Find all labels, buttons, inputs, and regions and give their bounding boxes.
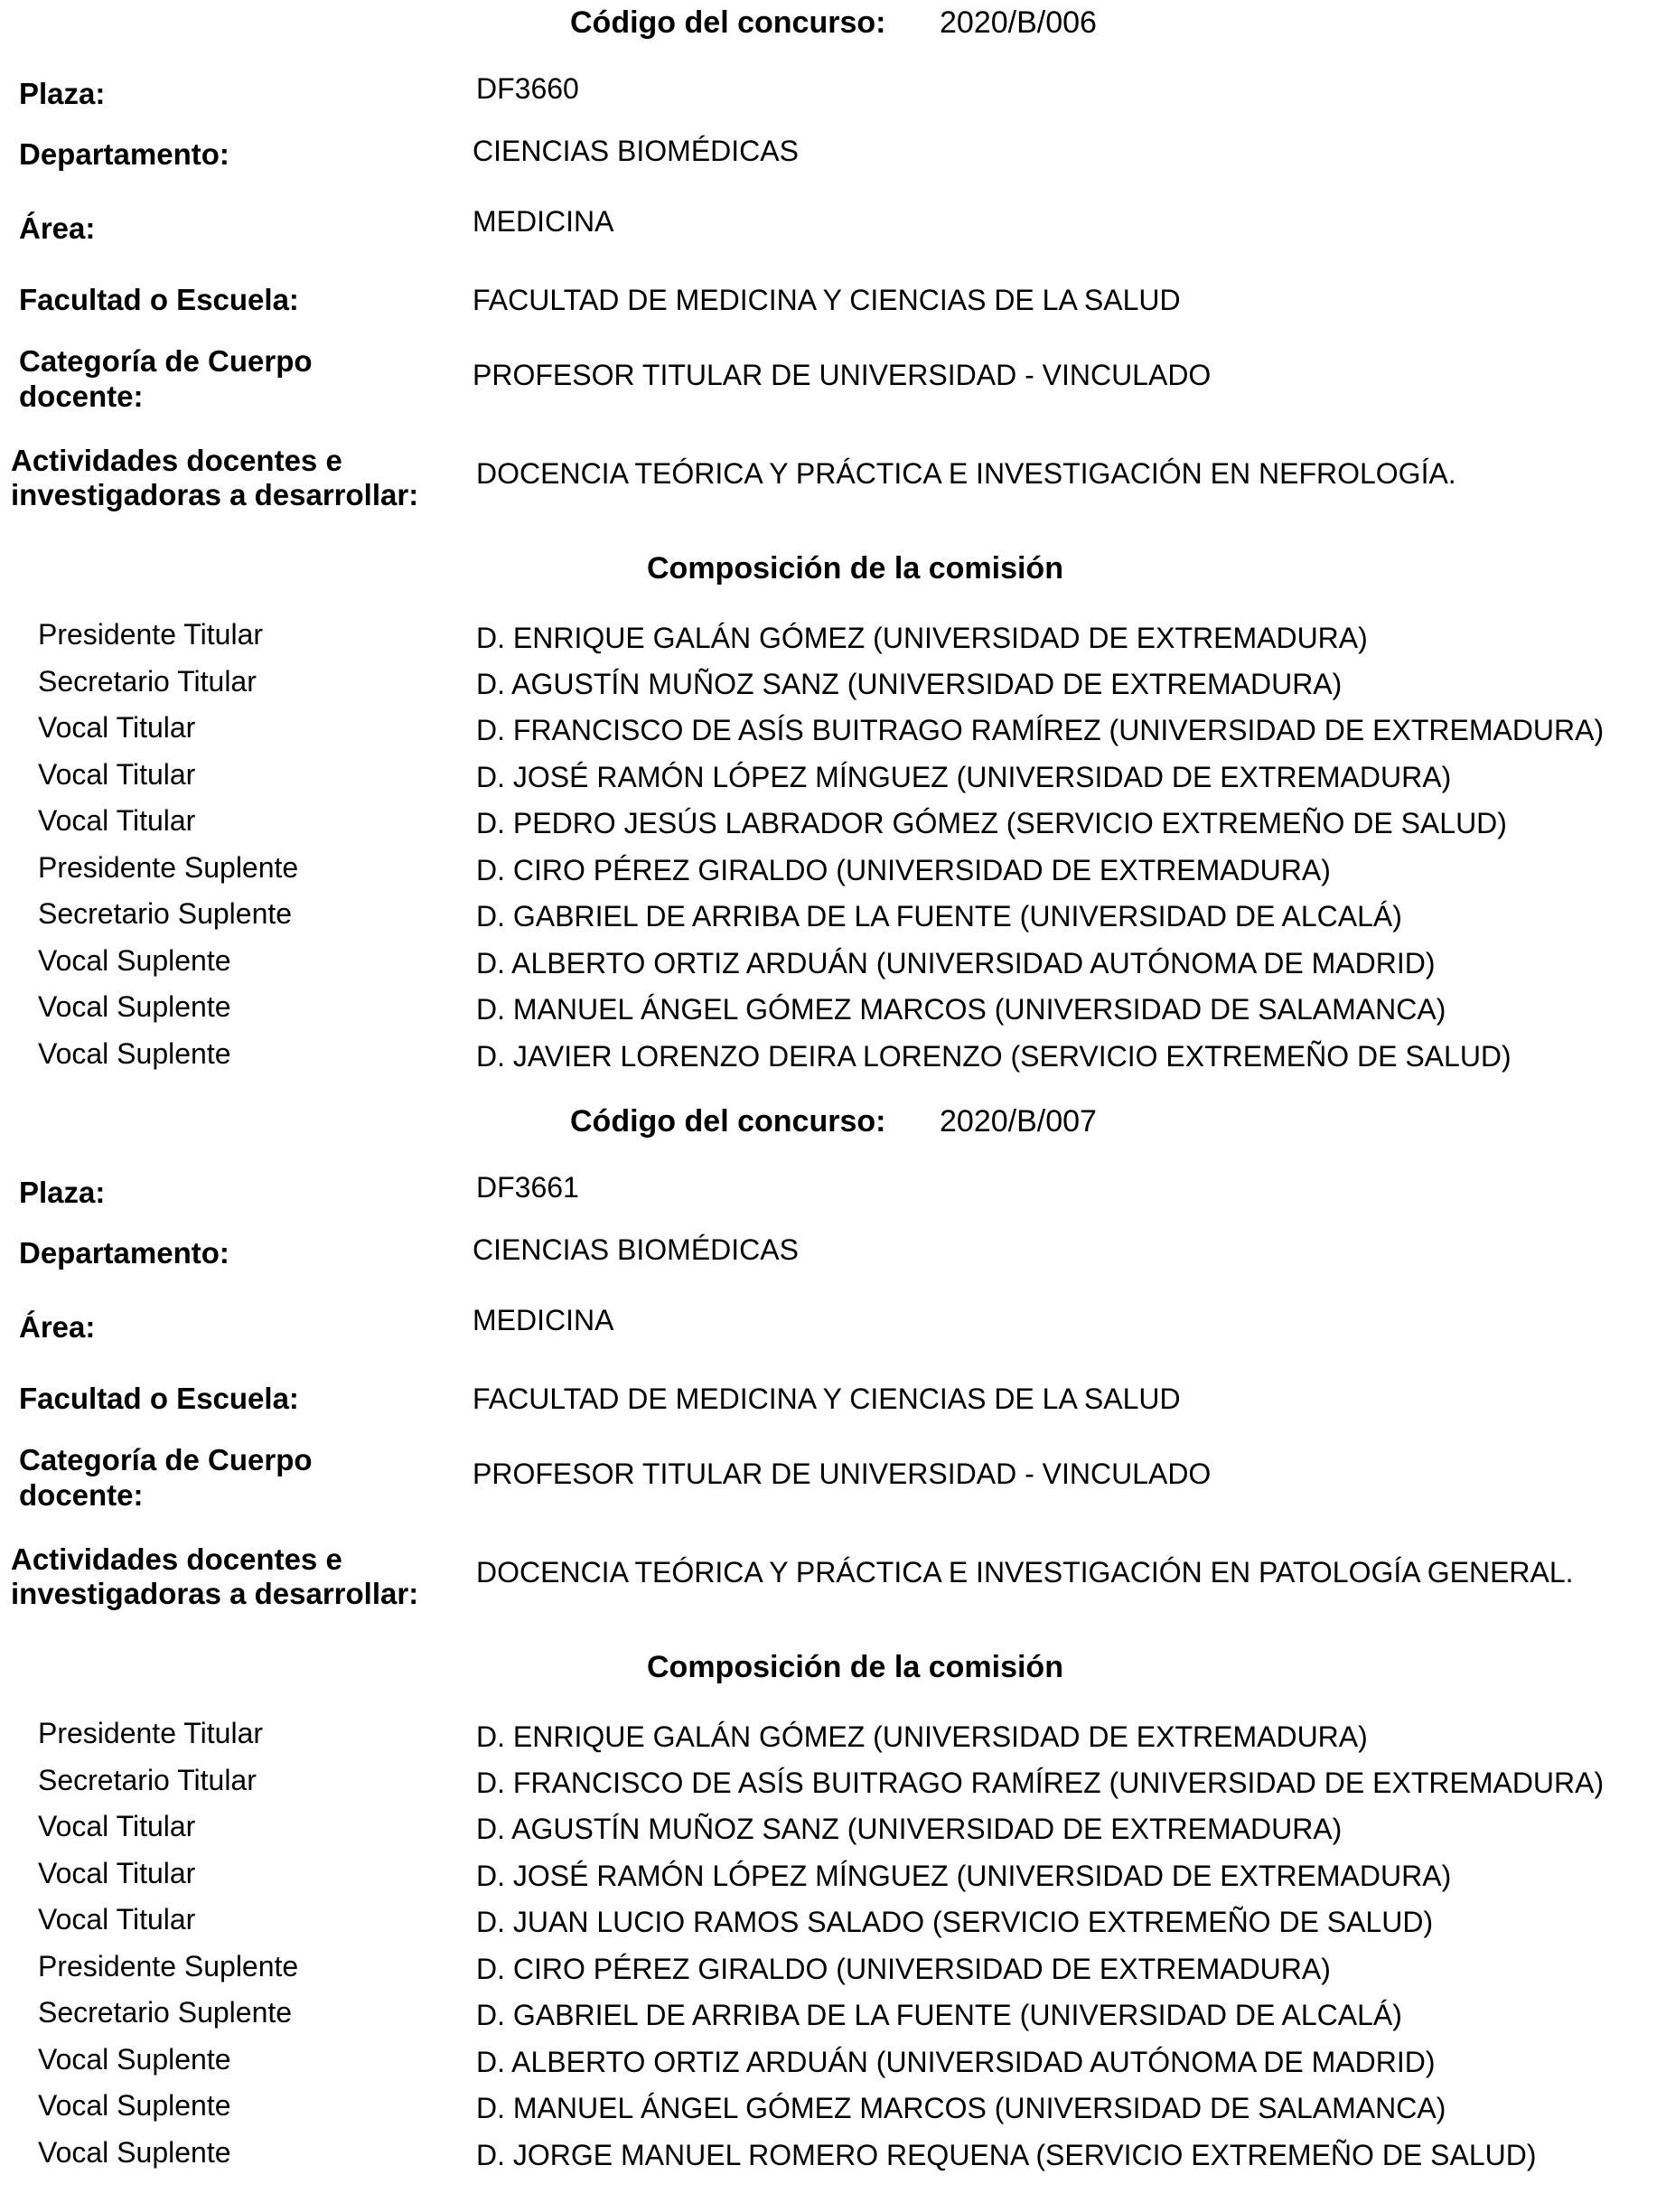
actividades-label-line1: Actividades docentes e [11, 444, 342, 477]
contest-code-label: Código del concurso: [570, 5, 886, 40]
member-role: Vocal Titular [38, 711, 196, 744]
member-name: D. JOSÉ RAMÓN LÓPEZ MÍNGUEZ (UNIVERSIDAD DE EXTREMADURA) [476, 1860, 1452, 1892]
member-name: D. CIRO PÉREZ GIRALDO (UNIVERSIDAD DE EXTREMADURA) [476, 854, 1331, 886]
area-label: Área: [19, 1310, 96, 1344]
departamento-value: CIENCIAS BIOMÉDICAS [473, 1233, 799, 1266]
member-name: D. GABRIEL DE ARRIBA DE LA FUENTE (UNIVERSIDAD DE ALCALÁ) [476, 900, 1402, 933]
member-name: D. JAVIER LORENZO DEIRA LORENZO (SERVICIO EXTREMEÑO DE SALUD) [476, 1040, 1512, 1073]
member-role: Vocal Suplente [38, 1037, 231, 1070]
contest-code-value: 2020/B/006 [940, 5, 1097, 40]
actividades-label-line1: Actividades docentes e [11, 1542, 342, 1576]
member-role: Presidente Titular [38, 618, 264, 651]
member-name: D. MANUEL ÁNGEL GÓMEZ MARCOS (UNIVERSIDAD DE SALAMANCA) [476, 993, 1446, 1026]
member-name: D. AGUSTÍN MUÑOZ SANZ (UNIVERSIDAD DE EXTREMADURA) [476, 1813, 1343, 1845]
plaza-label: Plaza: [19, 1176, 106, 1209]
member-role: Vocal Suplente [38, 2043, 231, 2076]
member-role: Vocal Titular [38, 758, 196, 791]
member-name: D. ENRIQUE GALÁN GÓMEZ (UNIVERSIDAD DE EXTREMADURA) [476, 1720, 1368, 1753]
member-role: Vocal Suplente [38, 2136, 231, 2169]
departamento-label: Departamento: [19, 1236, 229, 1270]
commission-title: Composición de la comisión [647, 1650, 1063, 1684]
member-name: D. JOSÉ RAMÓN LÓPEZ MÍNGUEZ (UNIVERSIDAD DE EXTREMADURA) [476, 761, 1452, 793]
member-name: D. MANUEL ÁNGEL GÓMEZ MARCOS (UNIVERSIDAD DE SALAMANCA) [476, 2092, 1446, 2124]
member-name: D. ALBERTO ORTIZ ARDUÁN (UNIVERSIDAD AUTÓNOMA DE MADRID) [476, 2046, 1436, 2078]
actividades-value: DOCENCIA TEÓRICA Y PRÁCTICA E INVESTIGACIÓN EN NEFROLOGÍA. [476, 457, 1456, 490]
commission-title: Composición de la comisión [647, 551, 1063, 586]
contest-code-value: 2020/B/007 [940, 1104, 1097, 1139]
area-value: MEDICINA [473, 205, 614, 238]
member-role: Vocal Suplente [38, 944, 231, 977]
member-name: D. JUAN LUCIO RAMOS SALADO (SERVICIO EXTREMEÑO DE SALUD) [476, 1906, 1434, 1938]
facultad-value: FACULTAD DE MEDICINA Y CIENCIAS DE LA SALUD [473, 1382, 1181, 1415]
member-role: Vocal Titular [38, 804, 196, 837]
member-name: D. GABRIEL DE ARRIBA DE LA FUENTE (UNIVERSIDAD DE ALCALÁ) [476, 1999, 1402, 2031]
member-name: D. ALBERTO ORTIZ ARDUÁN (UNIVERSIDAD AUTÓNOMA DE MADRID) [476, 947, 1436, 979]
member-name: D. PEDRO JESÚS LABRADOR GÓMEZ (SERVICIO EXTREMEÑO DE SALUD) [476, 807, 1507, 839]
facultad-label: Facultad o Escuela: [19, 1382, 299, 1415]
member-role: Secretario Suplente [38, 1996, 293, 2029]
member-role: Presidente Titular [38, 1717, 264, 1749]
plaza-value: DF3661 [476, 1171, 579, 1204]
actividades-label-line2: investigadoras a desarrollar: [11, 478, 419, 511]
facultad-value: FACULTAD DE MEDICINA Y CIENCIAS DE LA SALUD [473, 284, 1181, 316]
member-role: Secretario Suplente [38, 897, 293, 930]
categoria-label-line1: Categoría de Cuerpo [19, 1443, 313, 1476]
member-name: D. AGUSTÍN MUÑOZ SANZ (UNIVERSIDAD DE EXTREMADURA) [476, 668, 1343, 700]
plaza-value: DF3660 [476, 72, 579, 105]
actividades-label-line2: investigadoras a desarrollar: [11, 1577, 419, 1610]
member-role: Vocal Titular [38, 1810, 196, 1842]
actividades-value: DOCENCIA TEÓRICA Y PRÁCTICA E INVESTIGACIÓN EN PATOLOGÍA GENERAL. [476, 1556, 1574, 1589]
categoria-label-line1: Categoría de Cuerpo [19, 344, 313, 378]
member-role: Vocal Titular [38, 1857, 196, 1889]
plaza-label: Plaza: [19, 77, 106, 110]
member-role: Presidente Suplente [38, 1950, 299, 1982]
member-name: D. JORGE MANUEL ROMERO REQUENA (SERVICIO EXTREMEÑO DE SALUD) [476, 2139, 1537, 2171]
contest-code-label: Código del concurso: [570, 1104, 886, 1139]
departamento-value: CIENCIAS BIOMÉDICAS [473, 135, 799, 167]
member-role: Secretario Titular [38, 665, 257, 698]
member-name: D. FRANCISCO DE ASÍS BUITRAGO RAMÍREZ (UNIVERSIDAD DE EXTREMADURA) [476, 1767, 1605, 1799]
member-role: Presidente Suplente [38, 851, 299, 884]
member-name: D. FRANCISCO DE ASÍS BUITRAGO RAMÍREZ (UNIVERSIDAD DE EXTREMADURA) [476, 714, 1605, 746]
area-label: Área: [19, 211, 96, 245]
categoria-value: PROFESOR TITULAR DE UNIVERSIDAD - VINCULADO [473, 1457, 1212, 1490]
categoria-label-line2: docente: [19, 380, 144, 413]
member-name: D. CIRO PÉREZ GIRALDO (UNIVERSIDAD DE EXTREMADURA) [476, 1953, 1331, 1985]
area-value: MEDICINA [473, 1304, 614, 1336]
member-role: Vocal Suplente [38, 990, 231, 1023]
member-role: Vocal Suplente [38, 2089, 231, 2122]
departamento-label: Departamento: [19, 137, 229, 171]
facultad-label: Facultad o Escuela: [19, 283, 299, 316]
categoria-value: PROFESOR TITULAR DE UNIVERSIDAD - VINCULADO [473, 359, 1212, 391]
member-role: Vocal Titular [38, 1903, 196, 1936]
categoria-label-line2: docente: [19, 1478, 144, 1512]
member-name: D. ENRIQUE GALÁN GÓMEZ (UNIVERSIDAD DE EXTREMADURA) [476, 622, 1368, 654]
member-role: Secretario Titular [38, 1764, 257, 1796]
